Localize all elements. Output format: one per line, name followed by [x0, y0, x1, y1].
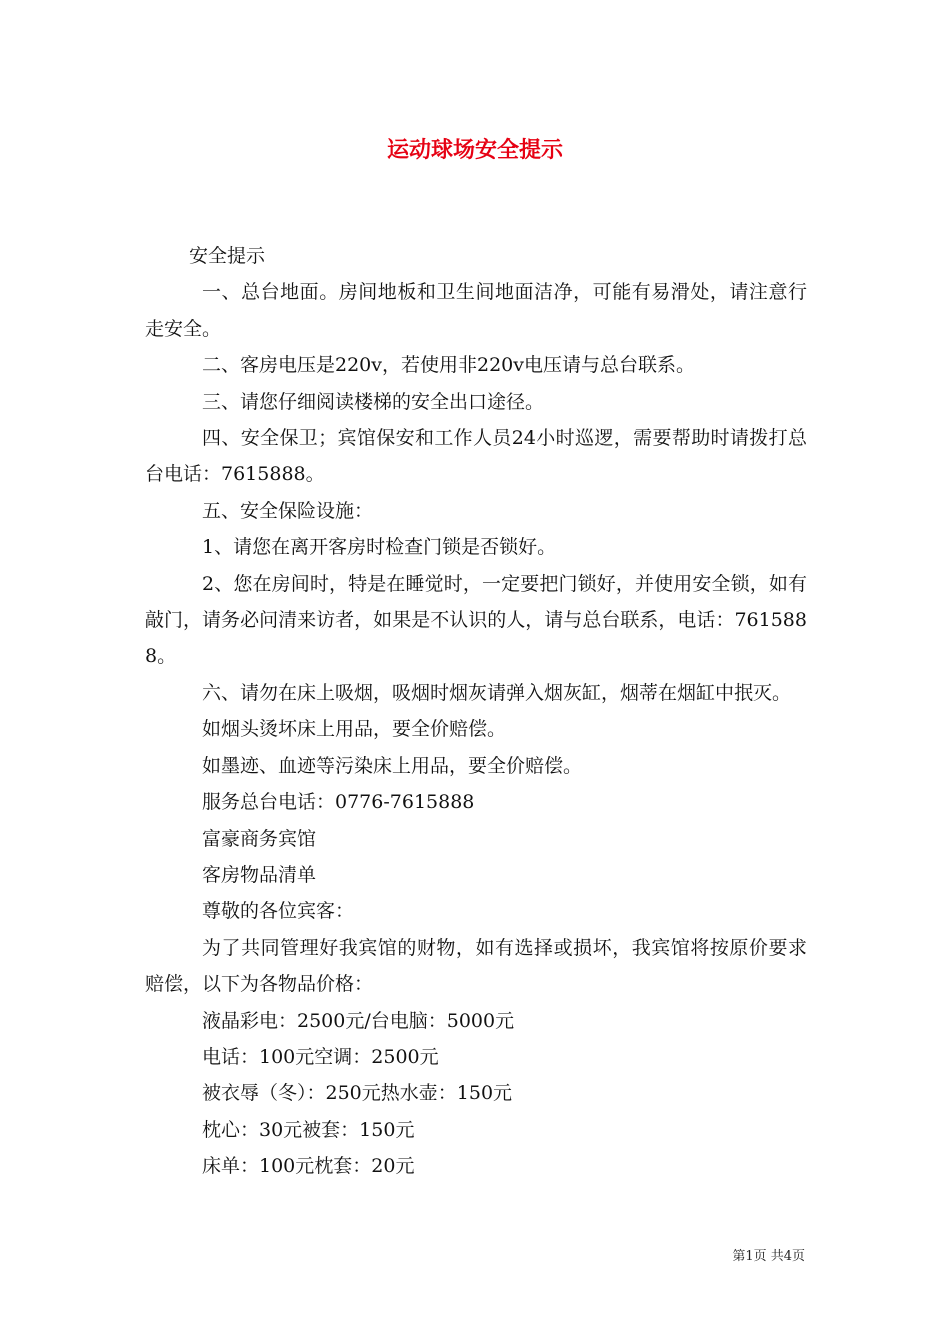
paragraph: 三、请您仔细阅读楼梯的安全出口途径。: [202, 390, 545, 413]
price-item: 电话：100元空调：2500元: [202, 1045, 439, 1068]
paragraph: 五、安全保险设施：: [202, 499, 374, 522]
list-heading: 客房物品清单: [202, 863, 317, 886]
price-item: 被衣辱（冬）：250元热水壶：150元: [202, 1082, 513, 1105]
paragraph: 2、您在房间时，特是在睡觉时，一定要把门锁好，并使用安全锁，如有敲门，请务必问清来访者，如果是不认识的人，请与总台联系，电话：7615888。: [145, 572, 807, 668]
paragraph: 六、请勿在床上吸烟，吸烟时烟灰请弹入烟灰缸，烟蒂在烟缸中抿灭。: [202, 681, 792, 704]
paragraph: 如烟头烫坏床上用品，要全价赔偿。: [202, 718, 507, 741]
paragraph: 二、客房电压是220v，若使用非220v电压请与总台联系。: [202, 354, 695, 377]
page-number: 第1页 共4页: [732, 1249, 805, 1264]
document-body: [145, 238, 807, 1185]
paragraph: 1、请您在离开客房时检查门锁是否锁好。: [202, 536, 557, 559]
price-item: 枕心：30元被套：150元: [202, 1118, 415, 1141]
paragraph: 如墨迹、血迹等污染床上用品，要全价赔偿。: [202, 754, 583, 777]
hotel-name: 富豪商务宾馆: [202, 827, 317, 850]
price-item: 液晶彩电：2500元/台电脑：5000元: [202, 1009, 515, 1032]
price-item: 床单：100元枕套：20元: [202, 1155, 415, 1178]
service-phone: 服务总台电话：0776-7615888: [202, 791, 475, 814]
paragraph: 一、总台地面。房间地板和卫生间地面洁净，可能有易滑处，请注意行走安全。: [145, 281, 807, 340]
greeting: 尊敬的各位宾客：: [202, 900, 355, 923]
section-heading: 安全提示: [189, 245, 266, 267]
paragraph: 为了共同管理好我宾馆的财物，如有选择或损坏，我宾馆将按原价要求赔偿，以下为各物品价格：: [145, 936, 807, 996]
paragraph: 四、安全保卫；宾馆保安和工作人员24小时巡逻，需要帮助时请拨打总台电话：7615888。: [145, 427, 807, 486]
document-title: 运动球场安全提示: [386, 137, 563, 163]
